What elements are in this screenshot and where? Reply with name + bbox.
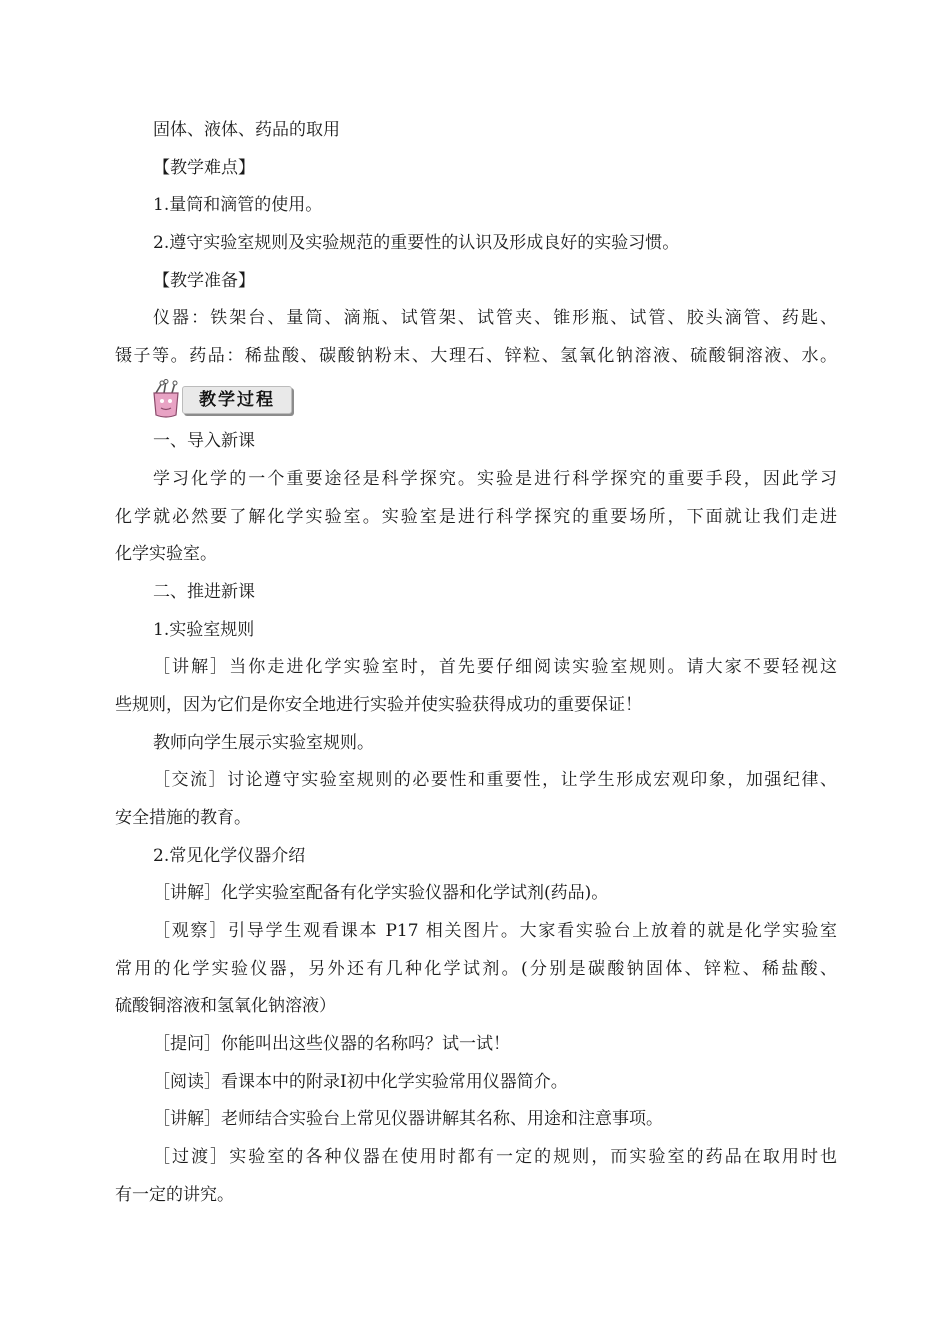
list-item: 1.量筒和滴管的使用。 <box>153 195 323 215</box>
section-heading-preparation: 【教学准备】 <box>153 271 255 291</box>
list-item: 2.遵守实验室规则及实验规范的重要性的认识及形成良好的实验习惯。 <box>153 233 680 253</box>
paragraph-line: ［阅读］看课本中的附录Ⅰ初中化学实验常用仪器简介。 <box>153 1072 568 1092</box>
paragraph-line: 学习化学的一个重要途径是科学探究。实验是进行科学探究的重要手段，因此学习 <box>153 469 837 489</box>
paragraph-line: ［提问］你能叫出这些仪器的名称吗？试一试！ <box>153 1034 510 1054</box>
paragraph-line: ［讲解］老师结合实验台上常见仪器讲解其名称、用途和注意事项。 <box>153 1109 663 1129</box>
paragraph-line: 镊子等。药品：稀盐酸、碳酸钠粉末、大理石、锌粒、氢氧化钠溶液、硫酸铜溶液、水。 <box>115 346 837 366</box>
paragraph-line: 有一定的讲究。 <box>115 1185 234 1205</box>
paragraph-line: 教师向学生展示实验室规则。 <box>153 733 374 753</box>
paragraph-line: ［讲解］当你走进化学实验室时，首先要仔细阅读实验室规则。请大家不要轻视这 <box>153 657 837 677</box>
paragraph-line: 仪器：铁架台、量筒、滴瓶、试管架、试管夹、锥形瓶、试管、胶头滴管、药匙、 <box>153 308 837 328</box>
paragraph-line: 常用的化学实验仪器，另外还有几种化学试剂。(分别是碳酸钠固体、锌粒、稀盐酸、 <box>115 959 837 979</box>
banner-title: 教学过程 <box>182 386 292 414</box>
paragraph-line: 安全措施的教育。 <box>115 808 251 828</box>
paragraph-line: ［讲解］化学实验室配备有化学实验仪器和化学试剂(药品)。 <box>153 883 609 903</box>
paragraph-line: ［观察］引导学生观看课本 P17 相关图片。大家看实验台上放着的就是化学实验室 <box>153 921 837 941</box>
subsection-heading: 2.常见化学仪器介绍 <box>153 846 306 866</box>
paragraph-line: ［交流］讨论遵守实验室规则的必要性和重要性，让学生形成宏观印象，加强纪律、 <box>153 770 837 790</box>
subsection-heading: 1.实验室规则 <box>153 620 255 640</box>
section-heading-intro: 一、导入新课 <box>153 431 255 451</box>
paragraph-line: 固体、液体、药品的取用 <box>153 120 340 140</box>
paragraph-line: 化学就必然要了解化学实验室。实验室是进行科学探究的重要场所，下面就让我们走进 <box>115 507 837 527</box>
section-heading-difficulty: 【教学难点】 <box>153 158 255 178</box>
paragraph-line: 化学实验室。 <box>115 544 217 564</box>
paragraph-line: 些规则，因为它们是你安全地进行实验并使实验获得成功的重要保证！ <box>115 695 642 715</box>
teaching-process-banner <box>148 379 294 420</box>
paragraph-line: 硫酸铜溶液和氢氧化钠溶液） <box>115 996 336 1016</box>
paragraph-line: ［过渡］实验室的各种仪器在使用时都有一定的规则，而实验室的药品在取用时也 <box>153 1147 837 1167</box>
section-heading-new-lesson: 二、推进新课 <box>153 582 255 602</box>
